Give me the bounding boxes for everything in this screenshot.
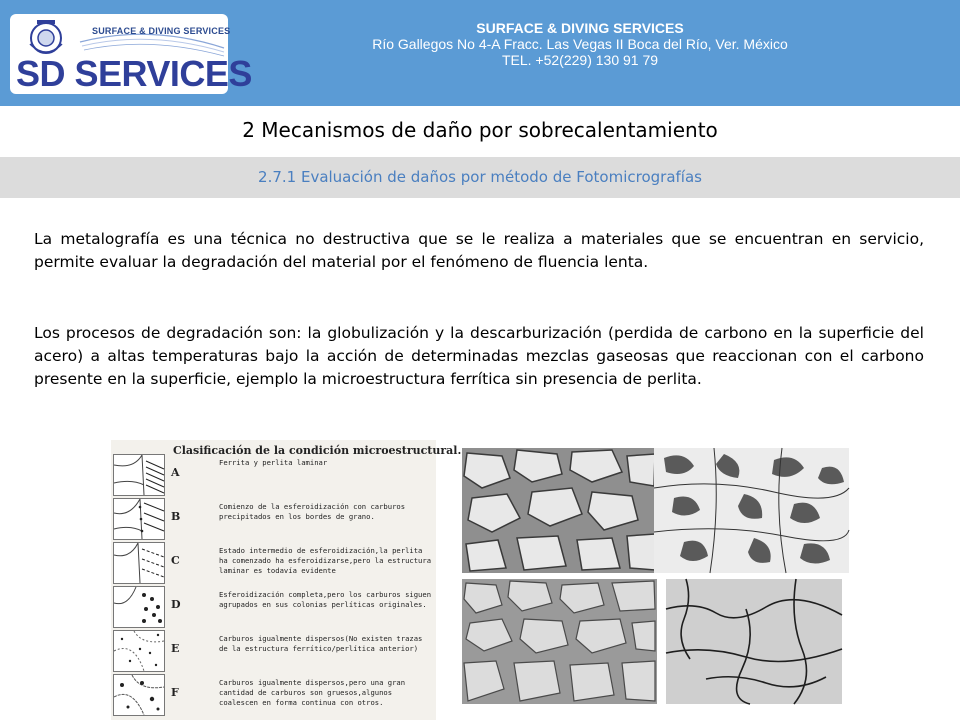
classification-letter: B — [171, 510, 181, 523]
company-phone: TEL. +52(229) 130 91 79 — [501, 52, 659, 68]
classification-letter: F — [171, 686, 179, 699]
classification-figure — [111, 440, 462, 720]
classification-row — [111, 540, 436, 584]
microstructure-thumbnail — [113, 542, 165, 584]
classification-row — [111, 496, 436, 540]
classification-description: Estado intermedio de esferoidización,la perlita ha comenzado ha esferoidizarse,pero la estructura laminar es todavía evidente — [219, 546, 432, 575]
microstructure-thumbnail — [113, 630, 165, 672]
microstructure-thumbnail — [113, 586, 165, 628]
classification-heading: Clasificación de la condición microestructural. — [173, 444, 462, 457]
micrograph-image — [666, 579, 842, 704]
microstructure-thumbnail — [113, 498, 165, 540]
classification-row — [111, 628, 436, 672]
company-info — [290, 20, 870, 68]
microstructure-thumbnail — [113, 454, 165, 496]
classification-description: Esferoidización completa,pero los carburos siguen agrupados en sus colonias perlíticas originales. — [219, 590, 432, 609]
micrograph-image — [462, 579, 657, 704]
classification-letter: D — [171, 598, 181, 611]
company-name: SURFACE & DIVING SERVICES — [476, 20, 684, 36]
logo-brand: SD SERVICES — [16, 53, 252, 94]
classification-letter: E — [171, 642, 180, 655]
company-address: Río Gallegos No 4-A Fracc. Las Vegas II Boca del Río, Ver. México — [372, 36, 788, 52]
classification-letter: C — [171, 554, 180, 567]
classification-description: Carburos igualmente dispersos(No existen trazas de la estructura ferrítico/perlítica anterior) — [219, 634, 423, 653]
classification-row — [111, 672, 436, 716]
subsection-title: 2.7.1 Evaluación de daños por método de Fotomicrografías — [258, 168, 702, 186]
classification-row — [111, 452, 436, 496]
company-logo — [10, 14, 252, 94]
header-band — [0, 0, 960, 106]
microstructure-thumbnail — [113, 674, 165, 716]
classification-description: Carburos igualmente dispersos,pero una gran cantidad de carburos son gruesos,algunos coalescen en forma continua con otros. — [219, 678, 406, 707]
paragraph-degradation: Los procesos de degradación son: la globulización y la descarburización (perdida de carbono en la superficie del acero) a altas temperaturas bajo la acción de determinadas mezclas gaseosas que reaccionan con el carbono presente en la superficie, ejemplo la microestructura ferrítica sin presencia de perlita. — [34, 324, 924, 388]
classification-row — [111, 584, 436, 628]
section-title: 2 Mecanismos de daño por sobrecalentamiento — [242, 118, 718, 142]
micrograph-image — [654, 448, 849, 573]
classification-letter: A — [171, 466, 180, 479]
logo-tagline: SURFACE & DIVING SERVICES — [92, 26, 231, 36]
paragraph-metallography: La metalografía es una técnica no destructiva que se le realiza a materiales que se encuentran en servicio, permite evaluar la degradación del material por el fenómeno de fluencia lenta. — [34, 230, 924, 271]
classification-description: Comienzo de la esferoidización con carburos precipitados en los bordes de grano. — [219, 502, 406, 521]
micrograph-image — [462, 448, 657, 573]
classification-description: Ferrita y perlita laminar — [219, 458, 328, 467]
